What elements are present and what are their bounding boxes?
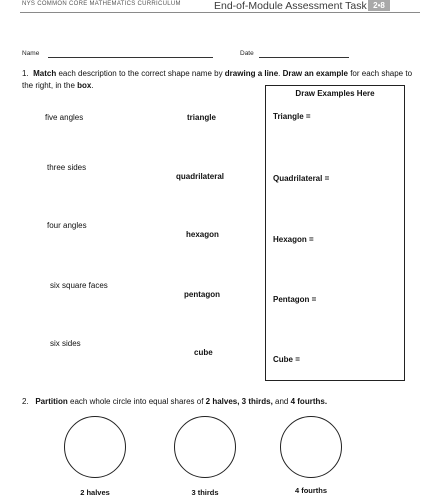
shape-name-item[interactable]: cube [194, 348, 213, 357]
name-field[interactable] [48, 57, 213, 58]
description-item[interactable]: six square faces [50, 281, 108, 290]
description-item[interactable]: four angles [47, 221, 87, 230]
shape-name-item[interactable]: triangle [187, 113, 216, 122]
date-field[interactable] [259, 57, 349, 58]
question-2-number: 2. [22, 397, 29, 406]
circle-fourths[interactable] [280, 416, 342, 478]
question-1-number: 1. [22, 69, 29, 78]
circle-label: 4 fourths [294, 486, 328, 495]
shape-name-item[interactable]: quadrilateral [176, 172, 225, 181]
shape-name-item[interactable]: hexagon [186, 230, 219, 239]
question-1-prompt: 1. Match each description to the correct shape name by drawing a line. Draw an example for each shape to the right, in the box. [22, 69, 413, 90]
draw-examples-box[interactable] [265, 85, 405, 381]
example-label: Cube = [273, 355, 300, 364]
circle-halves[interactable] [64, 416, 126, 478]
grade-module-badge: 2•8 [368, 0, 390, 11]
task-title: End-of-Module Assessment Task [214, 0, 367, 12]
curriculum-label: NYS COMMON CORE MATHEMATICS CURRICULUM [22, 1, 181, 7]
date-label: Date [240, 50, 254, 57]
example-label: Pentagon = [273, 295, 317, 304]
shape-name-item[interactable]: pentagon [184, 290, 220, 299]
header-divider [20, 12, 420, 13]
question-2-prompt: 2. Partition each whole circle into equal shares of 2 halves, 3 thirds, and 4 fourths. [22, 397, 328, 406]
example-label: Triangle = [273, 112, 311, 121]
name-label: Name [22, 50, 40, 57]
example-label: Quadrilateral = [273, 174, 330, 183]
description-item[interactable]: three sides [47, 163, 87, 172]
circle-label: 3 thirds [191, 488, 219, 497]
circle-label: 2 halves [80, 488, 110, 497]
draw-examples-title: Draw Examples Here [295, 89, 375, 98]
circle-thirds[interactable] [174, 416, 236, 478]
example-label: Hexagon = [273, 235, 314, 244]
description-item[interactable]: six sides [50, 339, 81, 348]
description-item[interactable]: five angles [45, 113, 84, 122]
